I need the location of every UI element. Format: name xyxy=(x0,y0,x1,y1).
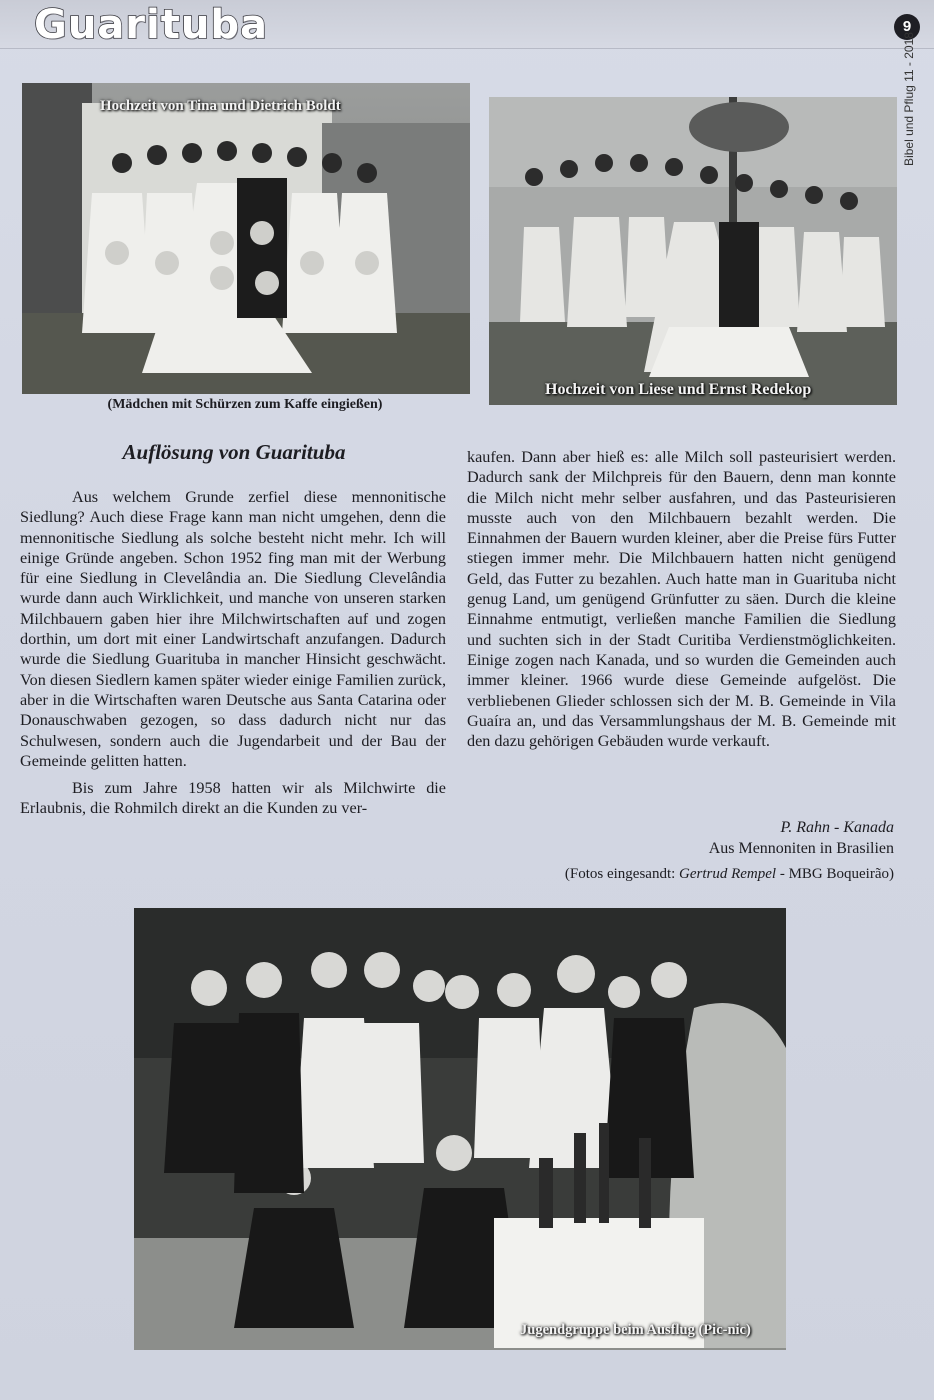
magazine-section-title: Guarituba xyxy=(34,2,268,48)
photo-caption-youth-group: Jugendgruppe beim Ausflug (Pic-nic) xyxy=(520,1322,751,1338)
article-title: Auflösung von Guarituba xyxy=(122,440,346,464)
article-column-left xyxy=(20,487,446,819)
article-author: P. Rahn - Kanada xyxy=(780,819,894,836)
page-number-badge: 9 xyxy=(894,14,920,40)
magazine-issue-label: Bibel und Pflug 11 - 2018 xyxy=(902,32,917,166)
photo-caption-below-boldt: (Mädchen mit Schürzen zum Kaffe eingießen) xyxy=(107,397,383,412)
article-paragraph: kaufen. Dann aber hieß es: alle Milch soll pasteurisiert werden. Dadurch sank der Milchpreis für den Bauern, denn man konnte die Milch nicht mehr selber ausfahren, und das Pasteurisieren musste auch von den Milchbauern bezahlt werden. Die Einnahmen der Bauern wurden kleiner, aber die Preise fürs Futter stiegen immer mehr. Die Milchbauern hatten nicht genügend Geld, das Futter zu bezahlen. Auch hatte man in Guarituba nicht genug Land, um genügend Grünfutter zu säen. Durch die kleine Einnahme entmutigt, verließen manche Familien die Siedlung und suchten sich in der Stadt Curitiba Verdienstmöglichkeiten. Einige zogen nach Kanada, und so wurden die Gemeinden auch immer kleiner. 1966 wurde diese Gemeinde aufgelöst. Die verbliebenen Glieder schlossen sich der M. B. Gemeinde in Vila Guaíra an, und das Versammlungshaus der M. B. Gemeinde mit den dazu gehörigen Gebäuden wurde verkauft. xyxy=(467,448,896,751)
wedding-photo-boldt xyxy=(22,83,470,394)
youth-group-photo xyxy=(134,908,786,1350)
photo-credit-name: Gertrud Rempel xyxy=(679,866,777,882)
wedding-photo-redekop xyxy=(489,97,897,405)
article-source: Aus Mennoniten in Brasilien xyxy=(708,840,894,857)
article-paragraph: Bis zum Jahre 1958 hatten wir als Milchwirte die Erlaubnis, die Rohmilch direkt an die Kunden zu ver- xyxy=(20,779,446,818)
photo-credit xyxy=(440,866,894,883)
youth-group-photo-image xyxy=(134,908,786,1350)
photo-caption-boldt: Hochzeit von Tina und Dietrich Boldt xyxy=(100,98,341,114)
article-column-right xyxy=(467,447,896,751)
wedding-photo-redekop-image xyxy=(489,97,897,405)
photo-credit-suffix: - MBG Boqueirão) xyxy=(776,866,894,882)
photo-caption-redekop: Hochzeit von Liese und Ernst Redekop xyxy=(545,381,812,398)
article-paragraph: Aus welchem Grunde zerfiel diese mennonitische Siedlung? Auch diese Frage kann man nicht umgehen, denn die mennonitische Siedlung als solche besteht nicht mehr. Ich will einige Gründe angeben. Schon 1952 fing man mit der Werbung für eine Siedlung in Clevelândia an. Die Siedlung Clevelândia wurde dann auch Wirklichkeit, und manche von unseren starken Milchbauern gaben hier ihre Milchwirtschaften auf und zogen dorthin, um dort mit einer Landwirtschaft anzufangen. Dadurch wurde die Siedlung Guarituba in mancher Hinsicht geschwächt. Von diesen Siedlern kamen später wieder einige Familien zurück, aber in die Wirtschaften waren Deutsche aus Santa Catarina oder Donauschwaben gezogen, so dass dadurch nicht nur das Schulwesen, sondern auch die Jugendarbeit und der Bau der Gemeinde gelitten hatten. xyxy=(20,488,446,770)
wedding-photo-boldt-image xyxy=(22,83,470,394)
photo-credit-prefix: (Fotos eingesandt: xyxy=(564,866,680,882)
